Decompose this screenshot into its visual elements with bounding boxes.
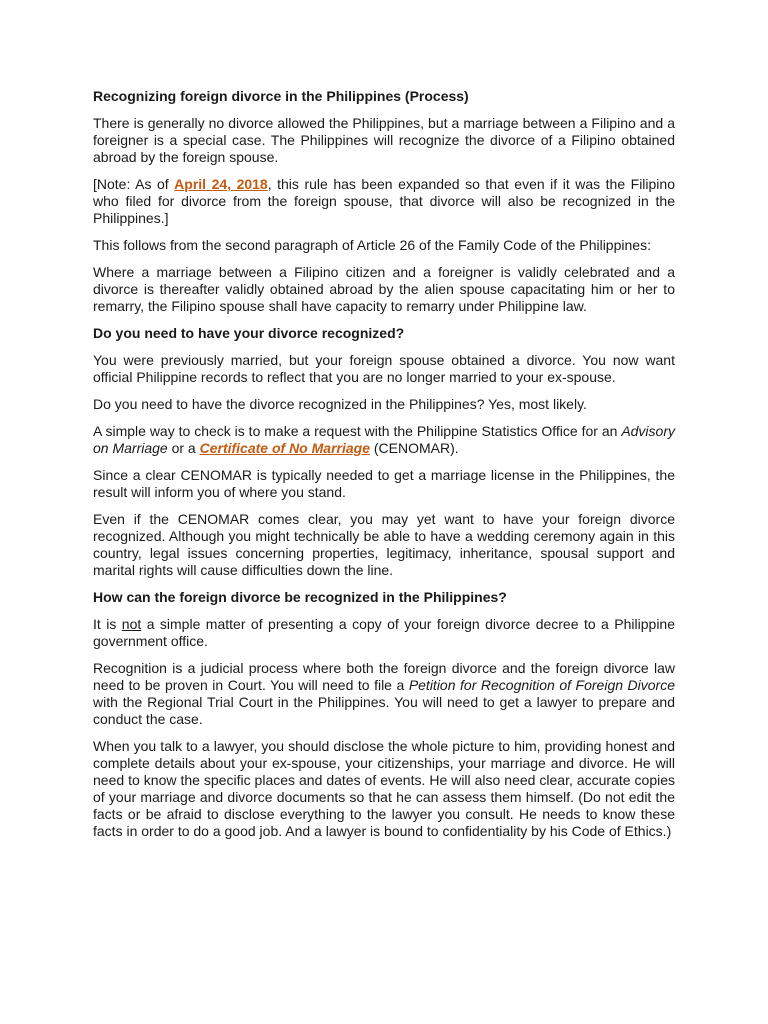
paragraph-article-quote: Where a marriage between a Filipino citizen and a foreigner is validly celebrated and a divorce is thereafter validly obtained abroad by the alien spouse capacitating him or her to remarry, the Filipino spouse shall have capacity to remarry under Philippine law. <box>93 264 675 314</box>
document-title: Recognizing foreign divorce in the Philippines (Process) <box>93 88 469 104</box>
advisory-on-marriage-text: Advisory on Marriage <box>93 423 675 456</box>
paragraph-talk-to-lawyer: When you talk to a lawyer, you should disclose the whole picture to him, providing honest and complete details about your ex-spouse, your citizenships, your marriage and divorce. He will need to know the specific places and dates of events. He will also need clear, accurate copies of your marriage and divorce documents so that he can assess them himself. (Do not edit the facts or be afraid to disclose everything to the lawyer you consult. He needs to know these facts in order to do a good job. And a lawyer is bound to confidentiality by his Code of Ethics.) <box>93 738 675 839</box>
heading-need-recognition: Do you need to have your divorce recognized? <box>93 325 405 341</box>
paragraph-not-simple <box>93 616 675 650</box>
paragraph-even-if-clear: Even if the CENOMAR comes clear, you may yet want to have your foreign divorce recognized. Although you might technically be able to have a wedding ceremony again in this country, legal issues concerning properties, legitimacy, inheritance, spousal support and marital rights will cause difficulties down the line. <box>93 511 675 578</box>
paragraph-article-reference: This follows from the second paragraph of Article 26 of the Family Code of the Philippines: <box>93 237 651 253</box>
petition-title-text: Petition for Recognition of Foreign Divorce <box>408 677 675 693</box>
not-underlined-text: not <box>121 616 142 632</box>
check-text-mid: or a <box>167 440 200 456</box>
note-text-before: [Note: As of <box>93 176 175 192</box>
check-text-after: (CENOMAR). <box>369 440 459 456</box>
paragraph-intro: There is generally no divorce allowed the Philippines, but a marriage between a Filipino and a foreigner is a special case. The Philippines will recognize the divorce of a Filipino obtained abroad by the foreign spouse. <box>93 115 675 165</box>
note-text-after: , this rule has been expanded so that even if it was the Filipino who filed for divorce from the foreign spouse, that divorce will also be recognized in the Philippines.] <box>93 176 675 226</box>
heading-how-recognized: How can the foreign divorce be recognized in the Philippines? <box>93 589 507 605</box>
check-text-before: A simple way to check is to make a request with the Philippine Statistics Office for an <box>93 423 622 439</box>
paragraph-clear-cenomar: Since a clear CENOMAR is typically needed to get a marriage license in the Philippines, the result will inform you of where you stand. <box>93 467 675 500</box>
paragraph-judicial-process <box>93 660 675 728</box>
paragraph-previously-married: You were previously married, but your foreign spouse obtained a divorce. You now want official Philippine records to reflect that you are no longer married to your ex-spouse. <box>93 352 675 385</box>
not-simple-text-after: a simple matter of presenting a copy of your foreign divorce decree to a Philippine government office. <box>93 616 675 649</box>
cenomar-link[interactable]: Certificate of No Marriage <box>199 440 370 456</box>
not-simple-text-before: It is <box>93 616 122 632</box>
paragraph-note <box>93 176 675 227</box>
paragraph-simple-check <box>93 423 675 457</box>
paragraph-need-recognized: Do you need to have the divorce recognized in the Philippines? Yes, most likely. <box>93 396 587 412</box>
judicial-text-after: with the Regional Trial Court in the Philippines. You will need to get a lawyer to prepare and conduct the case. <box>93 694 675 727</box>
date-link[interactable]: April 24, 2018 <box>174 176 268 192</box>
judicial-text-before: Recognition is a judicial process where both the foreign divorce and the foreign divorce law need to be proven in Court. You will need to file a <box>93 660 675 693</box>
